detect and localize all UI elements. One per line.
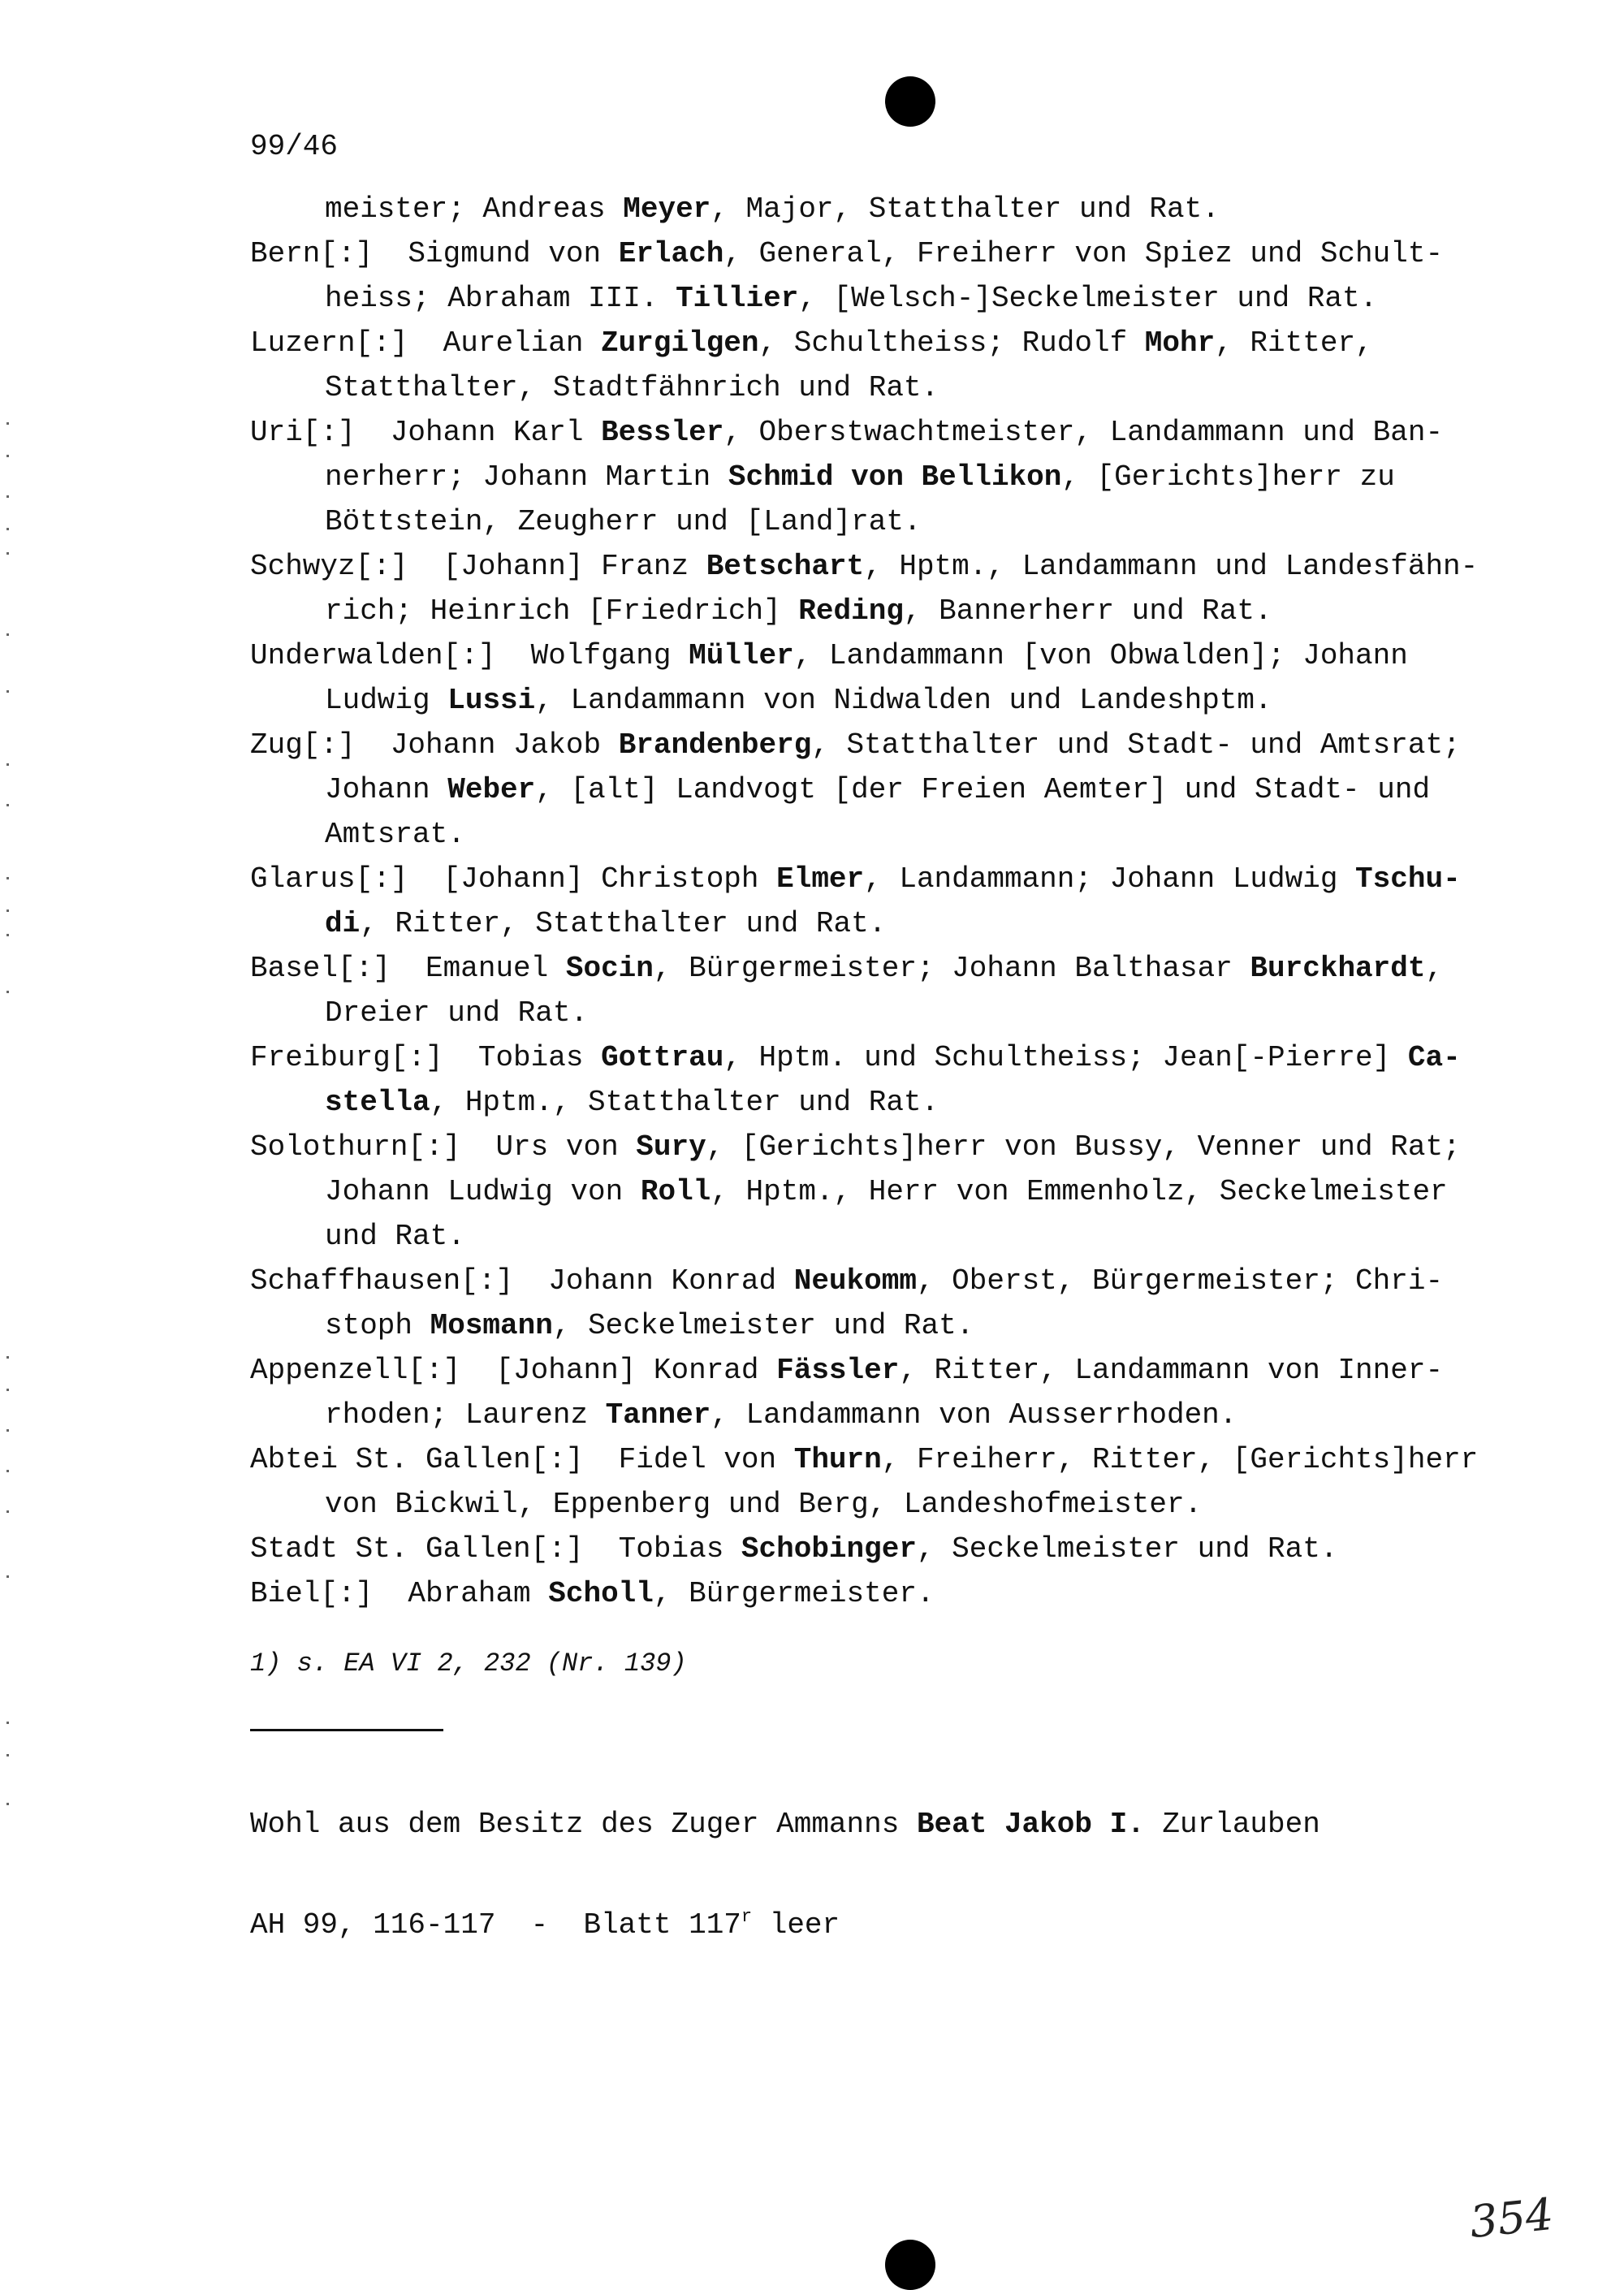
member-entry: [250, 723, 1517, 857]
text-run: Zug[:] Johann Jakob: [250, 728, 619, 762]
text-run: ,: [1425, 952, 1444, 985]
entry-line: [250, 410, 1517, 455]
text-run: meister; Andreas: [325, 192, 624, 226]
surname: Beat Jakob I.: [916, 1808, 1145, 1841]
scan-margin-specks: [3, 422, 15, 2030]
entry-line: [250, 812, 1517, 857]
entry-line: [250, 276, 1517, 321]
surname: Zurgilgen: [601, 326, 759, 360]
surname: stella: [325, 1086, 430, 1119]
member-entry: [250, 633, 1517, 723]
entry-line: [250, 321, 1517, 365]
member-list: [250, 187, 1517, 1616]
entry-line: [250, 1303, 1517, 1348]
surname: Schmid von Bellikon: [728, 460, 1062, 494]
text-run: , Oberstwachtmeister, Landammann und Ban-: [723, 416, 1444, 449]
member-entry: [250, 187, 1517, 231]
text-run: , Seckelmeister und Rat.: [916, 1532, 1338, 1566]
entry-line: [250, 1214, 1517, 1259]
text-run: und Rat.: [325, 1220, 465, 1253]
text-run: , Landammann von Nidwalden und Landeshptm.: [535, 684, 1272, 717]
text-run: von Bickwil, Eppenberg und Berg, Landeshofmeister.: [325, 1488, 1203, 1521]
surname: Erlach: [618, 237, 724, 270]
scan-speck: [6, 690, 9, 693]
entry-line: [250, 1482, 1517, 1527]
text-run: stoph: [325, 1309, 430, 1342]
scan-speck: [6, 763, 9, 766]
entry-line: [250, 857, 1517, 901]
scan-speck: [6, 1803, 9, 1805]
member-entry: [250, 857, 1517, 946]
footnote: 1) s. EA VI 2, 232 (Nr. 139): [250, 1648, 687, 1679]
surname: Socin: [565, 952, 654, 985]
entry-line: [250, 633, 1517, 678]
scan-speck: [6, 934, 9, 936]
handwritten-folio-number: 354: [1466, 2188, 1557, 2249]
scan-speck: [6, 1389, 9, 1391]
scan-speck: [6, 991, 9, 993]
entry-line: [250, 1437, 1517, 1482]
text-run: Luzern[:] Aurelian: [250, 326, 602, 360]
text-run: , [Gerichts]herr zu: [1061, 460, 1395, 494]
text-run: Ludwig: [325, 684, 448, 717]
surname: Roll: [640, 1175, 711, 1208]
scan-speck: [6, 910, 9, 912]
text-run: Bern[:] Sigmund von: [250, 237, 619, 270]
scan-speck: [6, 495, 9, 498]
page-number: 99/46: [250, 130, 339, 163]
text-run: , Oberst, Bürgermeister; Chri-: [916, 1264, 1444, 1298]
member-entry: [250, 946, 1517, 1035]
text-run: , Bannerherr und Rat.: [903, 594, 1272, 628]
surname: Brandenberg: [618, 728, 812, 762]
surname: Betschart: [706, 550, 865, 583]
entry-line: [250, 991, 1517, 1035]
surname: Sury: [636, 1130, 706, 1164]
text-run: rich; Heinrich [Friedrich]: [325, 594, 799, 628]
surname: Ca-: [1407, 1041, 1461, 1074]
text-run: , General, Freiherr von Spiez und Schult-: [723, 237, 1444, 270]
member-entry: [250, 544, 1517, 633]
provenance-leer: leer: [752, 1908, 840, 1942]
text-run: Uri[:] Johann Karl: [250, 416, 602, 449]
text-run: , [Gerichts]herr von Bussy, Venner und Rat;: [706, 1130, 1461, 1164]
entry-line: [250, 946, 1517, 991]
entry-line: [250, 1125, 1517, 1169]
text-run: Solothurn[:] Urs von: [250, 1130, 637, 1164]
text-run: nerherr; Johann Martin: [325, 460, 728, 494]
surname: Tillier: [676, 282, 799, 315]
punch-hole-bottom: [885, 2240, 935, 2290]
scan-speck: [6, 528, 9, 530]
entry-line: [250, 767, 1517, 812]
text-run: Johann: [325, 773, 448, 806]
member-entry: [250, 231, 1517, 321]
entry-line: [250, 678, 1517, 723]
member-entry: [250, 1527, 1517, 1571]
entry-line: [250, 231, 1517, 276]
text-run: , Freiherr, Ritter, [Gerichts]herr: [881, 1443, 1479, 1476]
surname: Reding: [798, 594, 904, 628]
text-run: , [alt] Landvogt [der Freien Aemter] und Stadt- und: [535, 773, 1431, 806]
surname: Müller: [689, 639, 794, 672]
scan-speck: [6, 804, 9, 806]
text-run: , Landammann [von Obwalden]; Johann: [793, 639, 1408, 672]
scan-speck: [6, 552, 9, 555]
text-run: Zurlauben: [1144, 1808, 1320, 1841]
text-run: , Landammann von Ausserrhoden.: [710, 1398, 1237, 1432]
text-run: , Major, Statthalter und Rat.: [710, 192, 1220, 226]
surname: Burckhardt: [1250, 952, 1426, 985]
entry-line: [250, 544, 1517, 589]
text-run: Biel[:] Abraham: [250, 1577, 549, 1610]
surname: Meyer: [623, 192, 711, 226]
text-run: , Ritter, Landammann von Inner-: [899, 1354, 1444, 1387]
member-entry: [250, 1125, 1517, 1259]
text-run: , Statthalter und Stadt- und Amtsrat;: [811, 728, 1461, 762]
surname: di: [325, 907, 361, 940]
provenance-line-2: [250, 1902, 1320, 1941]
text-run: Wohl aus dem Besitz des Zuger Ammanns: [250, 1808, 917, 1841]
entry-line: [250, 455, 1517, 499]
text-run: , Hptm., Herr von Emmenholz, Seckelmeister: [710, 1175, 1448, 1208]
text-run: rhoden; Laurenz: [325, 1398, 606, 1432]
scan-speck: [6, 633, 9, 636]
text-run: , Ritter, Statthalter und Rat.: [360, 907, 887, 940]
entry-line: [250, 365, 1517, 410]
text-run: Böttstein, Zeugherr und [Land]rat.: [325, 505, 922, 538]
entry-line: [250, 1259, 1517, 1303]
entry-line: [250, 1348, 1517, 1393]
text-run: , Hptm., Landammann und Landesfähn-: [864, 550, 1479, 583]
member-entry: [250, 410, 1517, 544]
text-run: , Schultheiss; Rudolf: [758, 326, 1145, 360]
scan-speck: [6, 1470, 9, 1472]
text-run: Appenzell[:] [Johann] Konrad: [250, 1354, 777, 1387]
text-run: Stadt St. Gallen[:] Tobias: [250, 1532, 741, 1566]
entry-line: [250, 1527, 1517, 1571]
surname: Lussi: [447, 684, 536, 717]
entry-line: [250, 901, 1517, 946]
surname: Gottrau: [601, 1041, 724, 1074]
text-run: , Hptm. und Schultheiss; Jean[-Pierre]: [723, 1041, 1408, 1074]
entry-line: [250, 1080, 1517, 1125]
entry-line: [250, 589, 1517, 633]
surname: Tanner: [605, 1398, 711, 1432]
text-run: Freiburg[:] Tobias: [250, 1041, 602, 1074]
member-entry: [250, 1035, 1517, 1125]
entry-line: [250, 1035, 1517, 1080]
text-run: , Bürgermeister; Johann Balthasar: [653, 952, 1250, 985]
entry-line: [250, 1571, 1517, 1616]
scan-speck: [6, 422, 9, 425]
text-run: Statthalter, Stadtfähnrich und Rat.: [325, 371, 939, 404]
member-entry: [250, 1437, 1517, 1527]
text-run: Underwalden[:] Wolfgang: [250, 639, 689, 672]
entry-line: [250, 1169, 1517, 1214]
surname: Mohr: [1144, 326, 1216, 360]
entry-line: [250, 187, 1517, 231]
text-run: , [Welsch-]Seckelmeister und Rat.: [798, 282, 1378, 315]
text-run: Abtei St. Gallen[:] Fidel von: [250, 1443, 794, 1476]
footnote-rule: [250, 1729, 443, 1731]
text-run: Dreier und Rat.: [325, 996, 589, 1030]
text-run: Schwyz[:] [Johann] Franz: [250, 550, 706, 583]
scan-speck: [6, 1510, 9, 1513]
recto-superscript: r: [741, 1907, 753, 1927]
text-run: Johann Ludwig von: [325, 1175, 641, 1208]
provenance-reference: AH 99, 116-117 - Blatt 117: [250, 1908, 741, 1942]
text-run: , Bürgermeister.: [653, 1577, 935, 1610]
member-entry: [250, 1571, 1517, 1616]
text-run: Schaffhausen[:] Johann Konrad: [250, 1264, 794, 1298]
punch-hole-top: [885, 76, 935, 127]
member-entry: [250, 1348, 1517, 1437]
text-run: Basel[:] Emanuel: [250, 952, 566, 985]
surname: Scholl: [548, 1577, 654, 1610]
surname: Neukomm: [793, 1264, 917, 1298]
provenance-line-1: [250, 1809, 1320, 1840]
surname: Schobinger: [741, 1532, 917, 1566]
surname: Weber: [447, 773, 536, 806]
scan-speck: [6, 1356, 9, 1359]
member-entry: [250, 1259, 1517, 1348]
entry-line: [250, 1393, 1517, 1437]
scan-speck: [6, 455, 9, 457]
surname: Fässler: [776, 1354, 900, 1387]
member-entry: [250, 321, 1517, 410]
text-run: heiss; Abraham III.: [325, 282, 676, 315]
text-run: Amtsrat.: [325, 818, 465, 851]
scan-speck: [6, 877, 9, 879]
surname: Elmer: [776, 862, 865, 896]
entry-line: [250, 723, 1517, 767]
text-run: , Ritter,: [1215, 326, 1373, 360]
text-run: , Seckelmeister und Rat.: [552, 1309, 974, 1342]
surname: Mosmann: [430, 1309, 553, 1342]
surname: Tschu-: [1355, 862, 1461, 896]
scan-speck: [6, 1575, 9, 1578]
text-run: Glarus[:] [Johann] Christoph: [250, 862, 777, 896]
entry-line: [250, 499, 1517, 544]
scan-speck: [6, 1722, 9, 1724]
surname: Thurn: [793, 1443, 882, 1476]
surname: Bessler: [601, 416, 724, 449]
scan-speck: [6, 1429, 9, 1432]
text-run: , Hptm., Statthalter und Rat.: [430, 1086, 939, 1119]
scan-speck: [6, 1754, 9, 1756]
text-run: , Landammann; Johann Ludwig: [864, 862, 1356, 896]
provenance-note: [250, 1748, 1320, 2003]
